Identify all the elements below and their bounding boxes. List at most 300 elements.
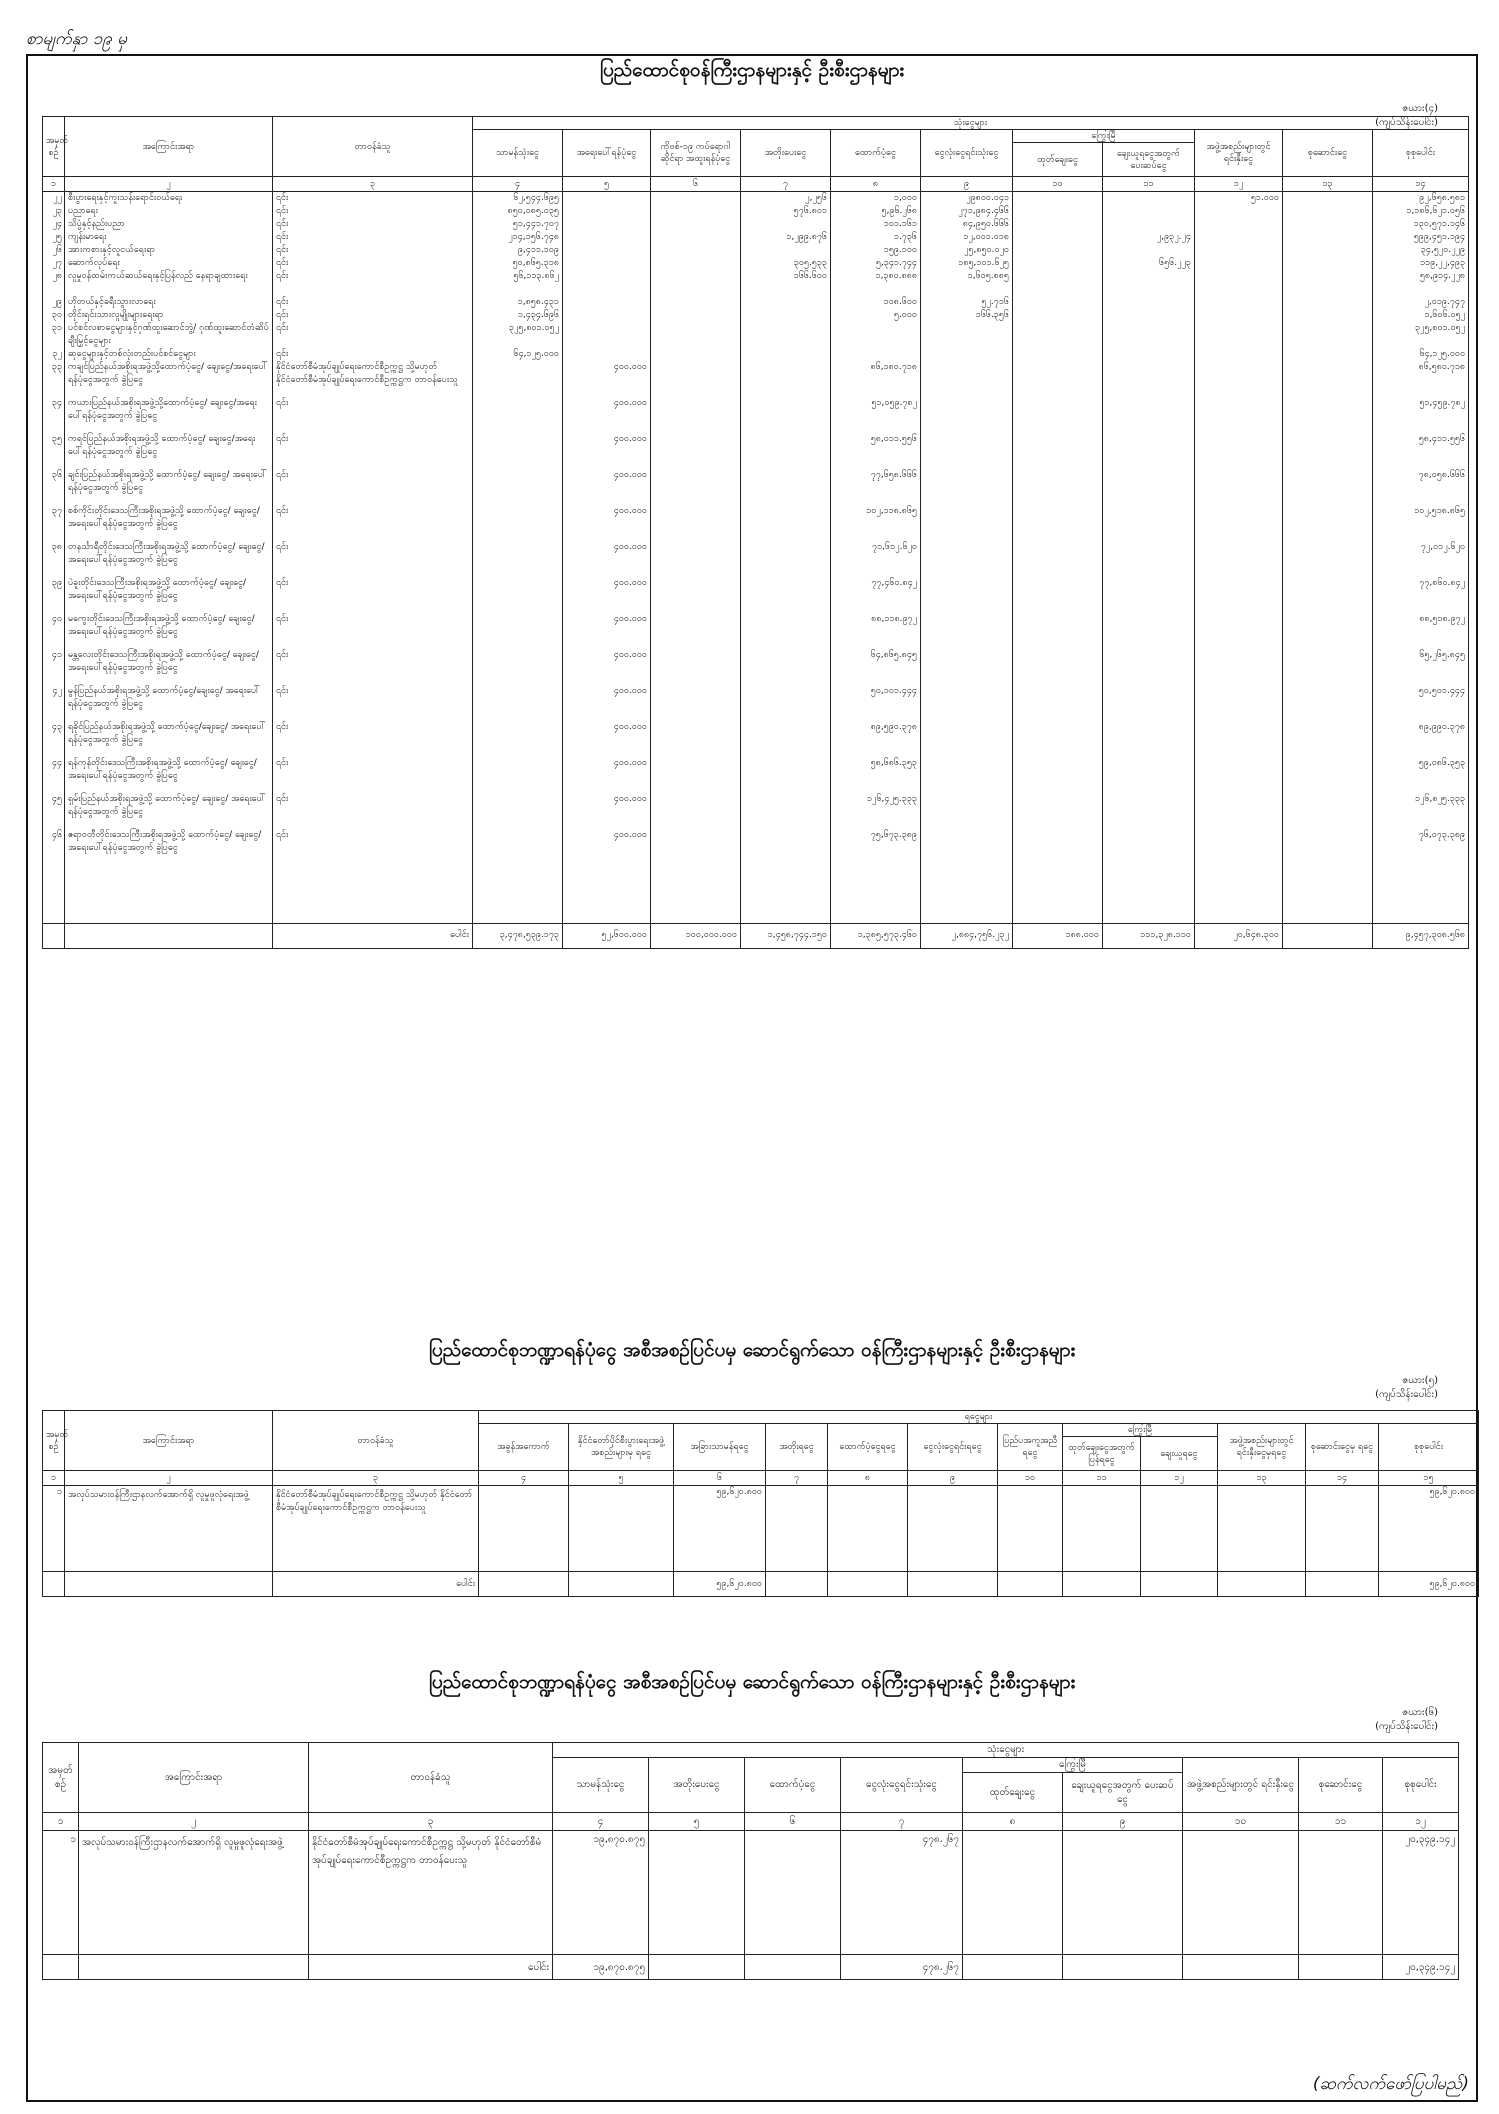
cell: [741, 865, 831, 923]
total-cell: [828, 1572, 908, 1597]
cell: [741, 322, 831, 348]
col-index: ၃: [309, 1813, 553, 1831]
table-row: [43, 829, 1469, 865]
total-value: ၂၀,၃၄၉.၁၄၂: [1383, 1955, 1459, 1980]
row-serial: ၂၆: [43, 244, 65, 257]
cell: [921, 361, 1013, 397]
col-index: ၁၄: [1373, 177, 1469, 192]
cell: [1103, 397, 1195, 433]
cell: ၅၁,၀၅၉.၇၈၂: [831, 397, 921, 433]
cell: [569, 1486, 674, 1572]
cell: [1103, 205, 1195, 218]
col-index: ၁၂: [1195, 177, 1283, 192]
cell: ၁၀၈.၆၀၀: [831, 296, 921, 309]
table-row: [43, 1486, 1479, 1572]
col-index: ၁၂: [1383, 1813, 1459, 1831]
cell: ၅၁.၀၀၀: [1195, 192, 1283, 206]
row-responsible: ၎င်း: [273, 205, 473, 218]
cell: ၄၀၀.၀၀၀: [563, 469, 651, 505]
header-col: အဖွဲ့အစည်းများတွင် ရင်းနှီးငွေမှရငွေ: [1218, 1424, 1306, 1471]
total-value: ၁၉,၈၇၀.၈၇၅: [553, 1955, 649, 1980]
cell: [1103, 829, 1195, 865]
header-expenditure-group: သုံးငွေများ: [473, 117, 1469, 130]
cell: ၅၀,၅၀၁.၄၄၄: [1373, 685, 1469, 721]
cell: [1103, 577, 1195, 613]
cell: ၅၉,၆၂၀.၈၀၀: [674, 1486, 766, 1572]
cell: [1013, 244, 1103, 257]
cell: [921, 433, 1013, 469]
cell: [1103, 757, 1195, 793]
row-responsible: ၎င်း: [273, 793, 473, 829]
row-description: ကချင်ပြည်နယ်အစိုးရအဖွဲ့သို့ထောက်ပံ့ငွေ/ ချေးငွေ/အရေးပေါ်ရန်ပုံငွေအတွက် ခွဲပြငွေ: [65, 361, 273, 397]
cell: [1013, 721, 1103, 757]
cell: [1013, 322, 1103, 348]
cell: [921, 649, 1013, 685]
total-cell: [998, 1572, 1063, 1597]
total-cell: [65, 1572, 273, 1597]
cell: [741, 721, 831, 757]
cell: ၅၀,၁၀၁.၄၄၄: [831, 685, 921, 721]
cell: ၅၉,၆၂၀.၈၀၀: [1379, 1486, 1479, 1572]
cell: [1283, 433, 1373, 469]
table-number: ဇယား(၆): [1402, 1707, 1438, 1718]
unit-label: (ကျပ်သိန်းပေါင်း): [1375, 1389, 1438, 1400]
col-index: ၁၃: [1283, 177, 1373, 192]
row-serial: ၁: [43, 1486, 65, 1572]
total-cell: [43, 923, 65, 948]
table-number: ဇယား(၄): [1402, 103, 1438, 114]
col-index: ၅: [649, 1813, 745, 1831]
row-description: ရှမ်းပြည်နယ်အစိုးရအဖွဲ့သို့ ထောက်ပံ့ငွေ/ ချေးငွေ/ အရေးပေါ်ရန်ပုံငွေအတွက် ခွဲပြငွေ: [65, 793, 273, 829]
cell: [741, 649, 831, 685]
row-responsible: ၎င်း: [273, 469, 473, 505]
cell: ၅၀,၈၆၅.၃၁၈: [473, 257, 563, 270]
cell: [651, 296, 741, 309]
cell: ၂,၂၅၆: [741, 192, 831, 206]
header-col: စုစုပေါင်း: [1373, 130, 1469, 177]
total-row: [43, 1572, 1479, 1597]
table-row: [43, 218, 1469, 231]
cell: [1195, 270, 1283, 296]
cell: [651, 231, 741, 244]
cell: [1013, 433, 1103, 469]
total-cell: [1063, 1955, 1183, 1980]
total-value: ၅၉,၆၂၀.၈၀၀: [674, 1572, 766, 1597]
cell: [1283, 865, 1373, 923]
row-serial: ၂၂: [43, 192, 65, 206]
cell: ၄၀၀.၀၀၀: [563, 685, 651, 721]
header-col: စုဆောင်းငွေမှ ရငွေ: [1306, 1424, 1379, 1471]
row-responsible: နိုင်ငံတော်စီမံအုပ်ချုပ်ရေးကောင်စီဥက္ကဋ္ဌ သို့မဟုတ် နိုင်ငံတော်စီမံအုပ်ချုပ်ရေးကောင်စီဥက္ကဋ္ဌက တာဝန်ပေးသူ: [273, 361, 473, 397]
cell: [1195, 231, 1283, 244]
row-responsible: ၎င်း: [273, 270, 473, 296]
total-row: [43, 1955, 1459, 1980]
total-cell: [79, 1955, 309, 1980]
cell: [43, 865, 65, 923]
cell: [741, 829, 831, 865]
cell: ၆၄,၁၂၅.၀၀၀: [473, 348, 563, 361]
cell: [1299, 1831, 1383, 1955]
cell: [921, 613, 1013, 649]
cell: [1283, 361, 1373, 397]
cell: [1103, 505, 1195, 541]
table-6-expenditures: [42, 1742, 1459, 1980]
col-index: ၁၁: [1103, 177, 1195, 192]
row-serial: ၃၆: [43, 469, 65, 505]
cell: ၄၀၀.၀၀၀: [563, 829, 651, 865]
cell: [1103, 613, 1195, 649]
cell: [1013, 505, 1103, 541]
cell: [1195, 244, 1283, 257]
cell: [473, 397, 563, 433]
cell: [1013, 757, 1103, 793]
row-description: တိုင်းရင်းသားလူမျိုးများရေးရာ: [65, 309, 273, 322]
total-value: ၃,၄၇၈,၅၃၉.၁၇၃: [473, 923, 563, 948]
cell: [651, 649, 741, 685]
cell: [741, 218, 831, 231]
cell: ၁၆၆.၆၀၀: [741, 270, 831, 296]
cell: [1195, 541, 1283, 577]
cell: [1103, 433, 1195, 469]
cell: [1013, 192, 1103, 206]
cell: [1013, 541, 1103, 577]
table-row: [43, 397, 1469, 433]
cell: [1063, 1486, 1141, 1572]
row-serial: ၃၄: [43, 397, 65, 433]
row-description: ဆောက်လုပ်ရေး: [65, 257, 273, 270]
cell: [1013, 829, 1103, 865]
col-index: ၁၂: [1141, 1471, 1218, 1486]
header-description: အကြောင်းအရာ: [65, 117, 273, 177]
cell: [1283, 721, 1373, 757]
cell: [1013, 865, 1103, 923]
cell: [741, 757, 831, 793]
cell: [473, 541, 563, 577]
cell: ၁,၀၀၀: [831, 192, 921, 206]
cell: ၆၂,၅၄၄.၆၉၅: [473, 192, 563, 206]
cell: [1195, 505, 1283, 541]
cell: ၅၂.၇၁၆: [921, 296, 1013, 309]
cell: ၂၉၈၀၀.၀၄၁: [921, 192, 1013, 206]
header-income-group: ရငွေများ: [479, 1411, 1479, 1424]
header-col: ငွေလုံးငွေရင်းရငွေ: [908, 1424, 998, 1471]
table-row: [43, 296, 1469, 309]
cell: [741, 505, 831, 541]
row-serial: ၄၄: [43, 757, 65, 793]
header-loan-group: ကြွေးမြီ: [963, 1758, 1183, 1773]
row-responsible: ၎င်း: [273, 348, 473, 361]
cell: ၄၀၀.၀၀၀: [563, 397, 651, 433]
cell: [651, 757, 741, 793]
header-responsible: တာဝန်ခံသူ: [273, 117, 473, 177]
cell: [563, 205, 651, 218]
header-col: ငွေလုံးငွေရင်းသုံးငွေ: [841, 1758, 963, 1813]
cell: [921, 757, 1013, 793]
unit-label: (ကျပ်သိန်းပေါင်း): [1375, 117, 1438, 128]
cell: ၅၈,၀၁၁.၅၅၆: [831, 433, 921, 469]
cell: [1103, 322, 1195, 348]
cell: [1195, 757, 1283, 793]
total-label: ပေါင်း: [273, 923, 473, 948]
cell: ၂၁၄,၁၅၆.၇၄၈: [473, 231, 563, 244]
cell: [651, 309, 741, 322]
cell: [1103, 685, 1195, 721]
cell: [1103, 793, 1195, 829]
cell: [1013, 361, 1103, 397]
cell: ၁,၆၀၆.၀၅၂: [1373, 309, 1469, 322]
col-index: ၂: [65, 1471, 273, 1486]
row-serial: ၄၁: [43, 649, 65, 685]
table-row: [43, 541, 1469, 577]
cell: [651, 505, 741, 541]
cell: [473, 361, 563, 397]
row-description: အလုပ်သမားဝန်ကြီးဌာနလက်အောက်ရှိ လူမှုဖူလုံရေးအဖွဲ့: [65, 1486, 273, 1572]
col-index: ၈: [963, 1813, 1063, 1831]
cell: ၁၂၆,၄၂၅.၃၃၃: [831, 793, 921, 829]
table-row: [43, 757, 1469, 793]
cell: [651, 469, 741, 505]
header-col: ငွေလုံးငွေရင်းသုံးငွေ: [921, 130, 1013, 177]
cell: [741, 793, 831, 829]
cell: [651, 541, 741, 577]
row-responsible: ၎င်း: [273, 829, 473, 865]
cell: [473, 613, 563, 649]
row-serial: ၃၅: [43, 433, 65, 469]
cell: [1283, 829, 1373, 865]
cell: [651, 218, 741, 231]
col-index: ၇: [741, 177, 831, 192]
cell: ၄၀၀.၀၀၀: [563, 613, 651, 649]
cell: [1103, 192, 1195, 206]
section3-title: ပြည်ထောင်စုဘဏ္ဍာရန်ပုံငွေ အစီအစဉ်ပြင်ပမှ ဆောင်ရွက်သော ဝန်ကြီးဌာနများနှင့် ဦးစီးဌာနများ: [428, 1671, 1076, 1693]
table-row: [43, 322, 1469, 348]
cell: [1013, 309, 1103, 322]
header-col: အတိုးပေးငွေ: [741, 130, 831, 177]
cell: [1283, 218, 1373, 231]
col-index: ၉: [908, 1471, 998, 1486]
cell: ၁၀၂,၅၁၈.၈၆၅: [1373, 505, 1469, 541]
cell: [1103, 649, 1195, 685]
row-serial: ၄၆: [43, 829, 65, 865]
cell: ၄၀၀.၀၀၀: [563, 361, 651, 397]
col-index: ၆: [745, 1813, 841, 1831]
cell: ၄၀၀.၀၀၀: [563, 721, 651, 757]
cell: ၃၂၅,၈၀၁.၀၅၂: [1373, 322, 1469, 348]
row-serial: ၃၃: [43, 361, 65, 397]
cell: [563, 348, 651, 361]
cell: [651, 829, 741, 865]
row-serial: ၄၃: [43, 721, 65, 757]
cell: ၈၈,၅၁၈.၉၇၂: [1373, 613, 1469, 649]
cell: [1283, 296, 1373, 309]
total-value: ၂၀,၆၄၈.၃၀၀: [1195, 923, 1283, 948]
header-description: အကြောင်းအရာ: [65, 1411, 273, 1471]
cell: [651, 192, 741, 206]
cell: [1306, 1486, 1379, 1572]
row-serial: ၂၅: [43, 231, 65, 244]
cell: [1013, 257, 1103, 270]
header-serial: အမှတ်စဉ်: [43, 117, 65, 177]
cell: [651, 685, 741, 721]
header-col: ထောက်ပံ့ငွေ: [831, 130, 921, 177]
row-responsible: ၎င်း: [273, 721, 473, 757]
section1-title: ပြည်ထောင်စုဝန်ကြီးဌာနများနှင့် ဦးစီးဌာနများ: [599, 59, 905, 81]
cell: [1195, 577, 1283, 613]
cell: [1283, 685, 1373, 721]
row-description: သိပ္ပံနှင့်နည်းပညာ: [65, 218, 273, 231]
row-responsible: ၎င်း: [273, 577, 473, 613]
cell: [1195, 218, 1283, 231]
row-serial: ၃၁: [43, 322, 65, 348]
header-serial: အမှတ်စဉ်: [43, 1411, 65, 1471]
col-index: ၁၀: [1183, 1813, 1299, 1831]
cell: ၅.၀၀၀: [831, 309, 921, 322]
header-col: အရေးပေါ်ရန်ပုံငွေ: [563, 130, 651, 177]
row-description: ရန်ကုန်တိုင်းဒေသကြီးအစိုးရအဖွဲ့သို့ ထောက်ပံ့ငွေ/ ချေးငွေ/ အရေးပေါ်ရန်ပုံငွေအတွက် ခွဲပြငွေ: [65, 757, 273, 793]
cell: [651, 721, 741, 757]
cell: [1013, 685, 1103, 721]
col-index: ၃: [273, 177, 473, 192]
row-description: ချင်းပြည်နယ်အစိုးရအဖွဲ့သို့ ထောက်ပံ့ငွေ/ ချေးငွေ/ အရေးပေါ်ရန်ပုံငွေအတွက် ခွဲပြငွေ: [65, 469, 273, 505]
total-value: ၁၈၈.၀၀၀: [1013, 923, 1103, 948]
cell: [1195, 361, 1283, 397]
cell: [998, 1486, 1063, 1572]
row-description: အလုပ်သမားဝန်ကြီးဌာနလက်အောက်ရှိ လူမှုဖူလုံရေးအဖွဲ့: [79, 1831, 309, 1955]
cell: [1283, 577, 1373, 613]
cell: [741, 348, 831, 361]
cell: [741, 397, 831, 433]
total-cell: [43, 1572, 65, 1597]
total-cell: [1218, 1572, 1306, 1597]
cell: ၁၃၀,၅၇၁.၁၄၆: [1373, 218, 1469, 231]
cell: [651, 270, 741, 296]
cell: [651, 433, 741, 469]
cell: [1195, 397, 1283, 433]
cell: ၁၆၆.၃၅၆: [921, 309, 1013, 322]
cell: [563, 192, 651, 206]
col-index: ၆: [651, 177, 741, 192]
cell: ၁၂၆,၈၂၅.၃၃၃: [1373, 793, 1469, 829]
cell: ၇၇,၆၅၈.၆၆၆: [831, 469, 921, 505]
cell: [1013, 270, 1103, 296]
cell: [1103, 218, 1195, 231]
table-4-ministries: [42, 116, 1469, 949]
table-row: [43, 244, 1469, 257]
cell: ၅၉,၀၈၆.၃၅၃: [1373, 757, 1469, 793]
cell: [1195, 721, 1283, 757]
total-cell: [766, 1572, 828, 1597]
total-cell: [1063, 1572, 1141, 1597]
total-cell: [43, 1955, 79, 1980]
cell: [741, 296, 831, 309]
cell: [1283, 322, 1373, 348]
cell: ၁၁၉,၂၂,၄၉၃: [1373, 257, 1469, 270]
cell: ၅၉၉,၄၅၁.၁၉၄: [1373, 231, 1469, 244]
row-responsible: ၎င်း: [273, 505, 473, 541]
header-col: ထုတ်ချေးငွေ: [963, 1773, 1063, 1813]
header-col: စုဆောင်းငွေ: [1299, 1758, 1383, 1813]
col-index: ၂: [65, 177, 273, 192]
row-description: ဧရာဝတီတိုင်းဒေသကြီးအစိုးရအဖွဲ့သို့ ထောက်ပံ့ငွေ/ ချေးငွေ/ အရေးပေါ်ရန်ပုံငွေအတွက် ခွဲပြငွေ: [65, 829, 273, 865]
cell: [1013, 649, 1103, 685]
total-cell: [479, 1572, 569, 1597]
cell: [473, 793, 563, 829]
cell: ၇၈,၀၅၈.၆၆၆: [1373, 469, 1469, 505]
cell: [1283, 205, 1373, 218]
cell: [1283, 505, 1373, 541]
row-description: လူမှုဝန်ထမ်းကယ်ဆယ်ရေးနှင့်ပြန်လည် နေရာချထားရေး: [65, 270, 273, 296]
header-col: ချေးယူရငွေ: [1141, 1437, 1218, 1471]
cell: [1283, 244, 1373, 257]
total-cell: [65, 923, 273, 948]
header-col: အတိုးရငွေ: [766, 1424, 828, 1471]
header-col: အတိုးပေးငွေ: [649, 1758, 745, 1813]
cell: [1013, 348, 1103, 361]
cell: ၃၀၅.၅၃၃: [741, 257, 831, 270]
cell: [921, 721, 1013, 757]
cell: ၅၈,၉၁၄.၂၂၈: [1373, 270, 1469, 296]
row-serial: ၂၈: [43, 270, 65, 296]
col-index: ၄: [473, 177, 563, 192]
col-index: ၁: [43, 1813, 79, 1831]
cell: [1103, 865, 1195, 923]
total-value: ၂,၈၈၄,၇၅၆.၂၃၂: [921, 923, 1013, 948]
row-description: မကွေးတိုင်းဒေသကြီးအစိုးရအဖွဲ့သို့ ထောက်ပံ့ငွေ/ ချေးငွေ/ အရေးပေါ်ရန်ပုံငွေအတွက် ခွဲပြငွေ: [65, 613, 273, 649]
cell: [473, 721, 563, 757]
row-responsible: ၎င်း: [273, 757, 473, 793]
cell: [563, 309, 651, 322]
table-row: [43, 613, 1469, 649]
continued-note: (ဆက်လက်ဖော်ပြပါမည်): [1312, 2074, 1469, 2094]
row-description: ပညာရေး: [65, 205, 273, 218]
cell: ၈၆,၅၈၀.၇၁၈: [1373, 361, 1469, 397]
cell: [1013, 577, 1103, 613]
header-responsible: တာဝန်ခံသူ: [273, 1411, 479, 1471]
cell: [1195, 348, 1283, 361]
row-responsible: ၎င်း: [273, 397, 473, 433]
row-responsible: ၎င်း: [273, 541, 473, 577]
header-col: နိုင်ငံတော်ပိုင်စီးပွားရေးအဖွဲ့အစည်းများမှ ရငွေ: [569, 1424, 674, 1471]
cell: [1013, 793, 1103, 829]
col-index: ၅: [569, 1471, 674, 1486]
table-row: [43, 433, 1469, 469]
cell: [828, 1486, 908, 1572]
cell: [651, 865, 741, 923]
col-index: ၇: [841, 1813, 963, 1831]
cell: [831, 348, 921, 361]
row-responsible: ၎င်း: [273, 218, 473, 231]
header-col: ထောက်ပံ့ငွေရငွေ: [828, 1424, 908, 1471]
cell: [1013, 231, 1103, 244]
cell: [1195, 309, 1283, 322]
col-index: ၂: [79, 1813, 309, 1831]
table-row: [43, 721, 1469, 757]
col-index: ၁၅: [1379, 1471, 1479, 1486]
cell: [1013, 397, 1103, 433]
cell: ၁,၁၈၆,၆၂၁.၀၅၆: [1373, 205, 1469, 218]
total-cell: [1299, 1955, 1383, 1980]
cell: [1283, 613, 1373, 649]
cell: [1195, 296, 1283, 309]
cell: [921, 469, 1013, 505]
total-cell: [745, 1955, 841, 1980]
table-row: [43, 192, 1469, 206]
cell: [1013, 469, 1103, 505]
cell: [1283, 793, 1373, 829]
row-serial: ၃၂: [43, 348, 65, 361]
section2-title: ပြည်ထောင်စုဘဏ္ဍာရန်ပုံငွေ အစီအစဉ်ပြင်ပမှ ဆောင်ရွက်သော ဝန်ကြီးဌာနများနှင့် ဦးစီးဌာနများ: [428, 1339, 1076, 1361]
cell: ၄၀၀.၀၀၀: [563, 793, 651, 829]
